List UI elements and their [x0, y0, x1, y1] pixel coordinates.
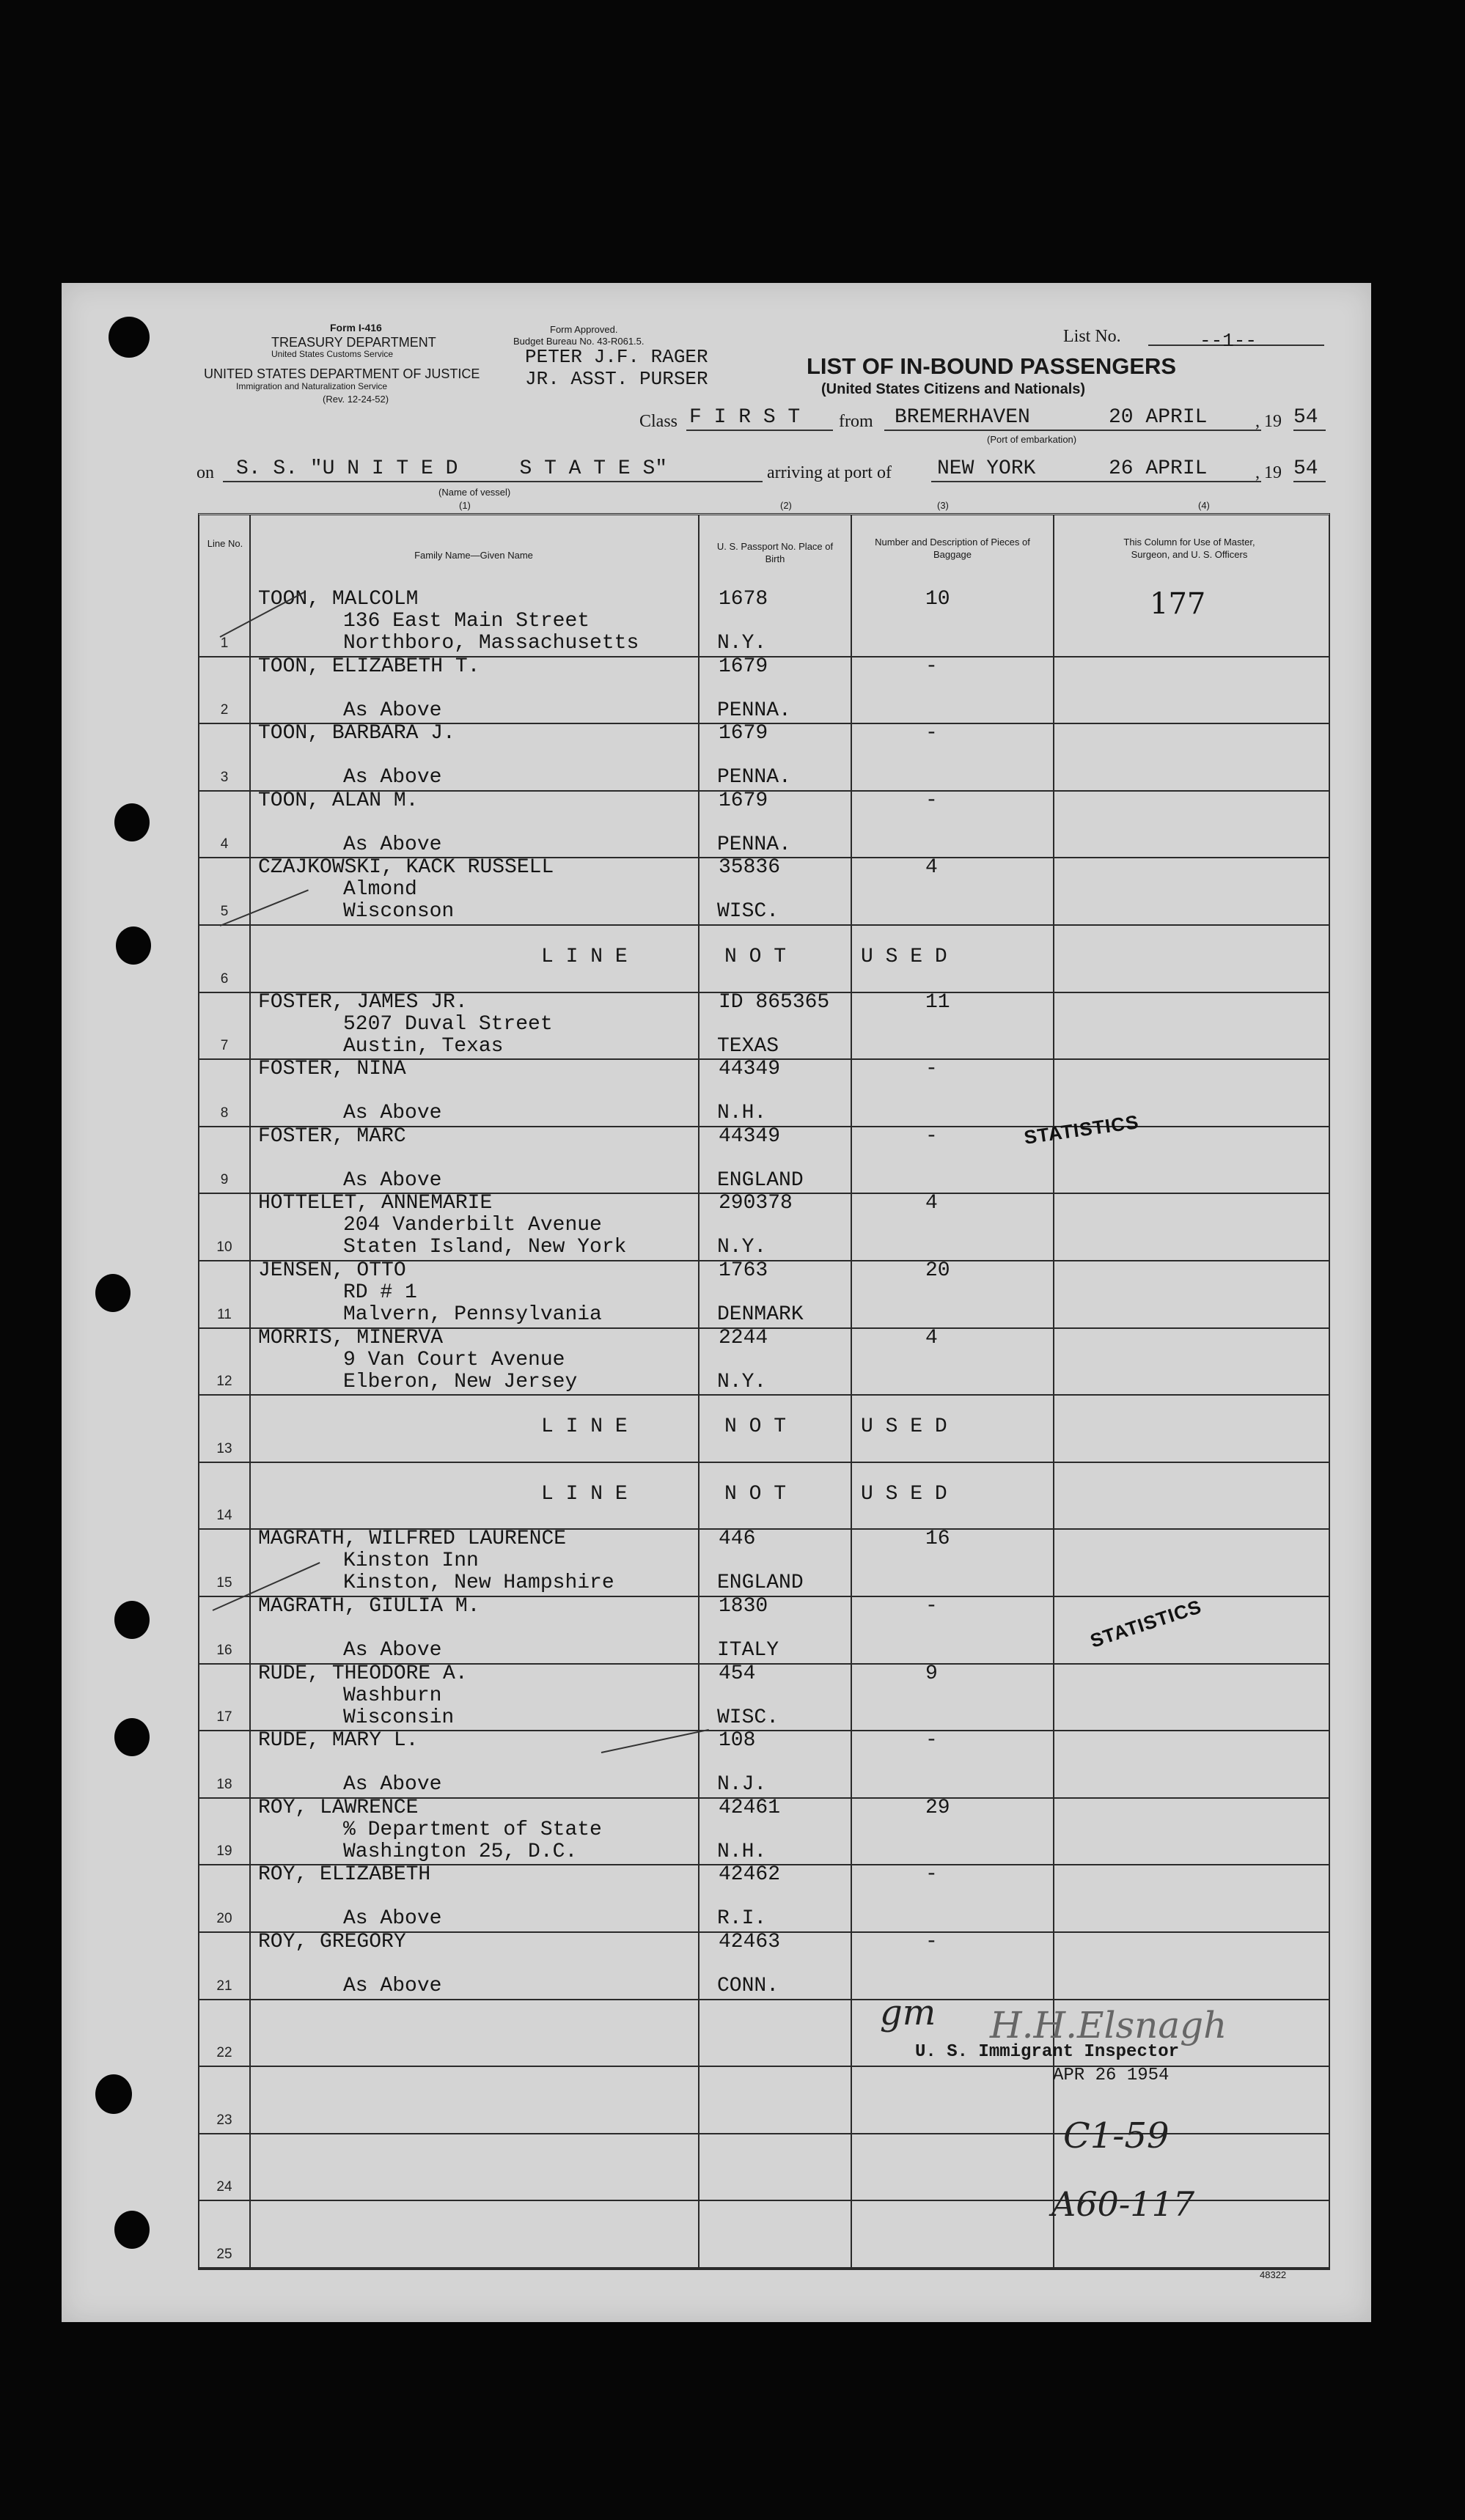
table-row	[199, 1126, 1329, 1193]
passenger-name: CZAJKOWSKI, KACK RUSSELL	[258, 856, 554, 880]
line-number: 3	[220, 769, 229, 785]
passport-number: ID 865365	[719, 990, 830, 1014]
place-of-birth: TEXAS	[717, 1034, 779, 1058]
passenger-address: As Above	[343, 1907, 442, 1931]
baggage-count: 9	[925, 1662, 938, 1685]
line-number: 16	[216, 1642, 232, 1658]
passenger-name: HOTTELET, ANNEMARIE	[258, 1192, 493, 1215]
passenger-address: Northboro, Massachusetts	[343, 632, 639, 655]
passenger-name: JENSEN, OTTO	[258, 1259, 406, 1282]
place-of-birth: DENMARK	[717, 1303, 804, 1326]
unused-line-label: L I N E	[541, 1482, 628, 1506]
baggage-count: -	[925, 1863, 938, 1887]
line-number: 21	[216, 1978, 232, 1994]
row-divider	[199, 2267, 1329, 2269]
year-prefix: , 19	[1255, 412, 1282, 431]
line-number: 14	[216, 1508, 232, 1524]
place-of-birth: WISC.	[717, 1706, 779, 1729]
baggage-count: 16	[925, 1528, 950, 1551]
passenger-address: As Above	[343, 833, 442, 856]
passenger-address: Wisconson	[343, 900, 455, 924]
inspector-date-stamp: APR 26 1954	[1053, 2066, 1170, 2085]
place-of-birth: PENNA.	[717, 833, 791, 856]
passport-number: 454	[719, 1662, 756, 1685]
baggage-count: -	[925, 1124, 938, 1148]
table-row	[199, 723, 1329, 790]
passport-number: 290378	[719, 1192, 793, 1215]
from-label: from	[839, 412, 873, 431]
passenger-address: Elberon, New Jersey	[343, 1370, 578, 1393]
line-number: 1	[220, 635, 229, 651]
port-embark-caption: (Port of embarkation)	[987, 434, 1077, 445]
arrival-underline	[931, 481, 1261, 482]
line-number: 9	[220, 1172, 229, 1188]
passport-number: 1763	[719, 1259, 768, 1282]
place-of-birth: N.H.	[717, 1102, 767, 1125]
line-number: 22	[216, 2045, 232, 2061]
handwritten-signature: H.H.Elsnagh	[990, 2004, 1227, 2046]
passenger-address: Washington 25, D.C.	[343, 1840, 578, 1863]
passenger-address: Almond	[343, 878, 417, 902]
table-row	[199, 589, 1329, 656]
place-of-birth: N.J.	[717, 1773, 767, 1797]
line-number: 4	[220, 836, 229, 852]
revision: (Rev. 12-24-52)	[323, 394, 389, 405]
passenger-address: Kinston Inn	[343, 1550, 479, 1573]
punch-hole	[114, 1601, 150, 1639]
passenger-address: Wisconsin	[343, 1706, 455, 1729]
statistics-stamp: STATISTICS	[1022, 1110, 1141, 1149]
table-row	[199, 1462, 1329, 1529]
baggage-count: -	[925, 1931, 938, 1953]
baggage-count: -	[925, 1729, 938, 1753]
passport-number: 108	[719, 1729, 756, 1753]
vessel-name: S. S. "U N I T E D S T A T E S"	[236, 457, 668, 480]
passport-number: 44349	[719, 1058, 781, 1081]
treasury-dept: TREASURY DEPARTMENT	[271, 335, 436, 350]
baggage-count: -	[925, 1595, 938, 1618]
table-row	[199, 1394, 1329, 1462]
passenger-address: As Above	[343, 1639, 442, 1662]
vessel-underline	[223, 481, 763, 482]
place-of-birth: N.Y.	[717, 1370, 767, 1393]
punch-hole	[95, 1274, 131, 1312]
table-row	[199, 656, 1329, 723]
place-of-birth: N.H.	[717, 1840, 767, 1863]
passport-number: 35836	[719, 856, 781, 880]
line-number: 15	[216, 1574, 232, 1591]
vessel-caption: (Name of vessel)	[438, 487, 511, 498]
purser-name: PETER J.F. RAGER	[525, 346, 708, 368]
line-number: 17	[216, 1709, 232, 1725]
line-number: 19	[216, 1843, 232, 1860]
year-prefix-2: , 19	[1255, 463, 1282, 482]
line-number: 23	[216, 2112, 232, 2128]
passenger-address: 136 East Main Street	[343, 610, 590, 633]
passenger-address: RD # 1	[343, 1281, 417, 1304]
passenger-name: MAGRATH, WILFRED LAURENCE	[258, 1528, 567, 1551]
baggage-count: 10	[925, 588, 950, 611]
passenger-address: 204 Vanderbilt Avenue	[343, 1214, 602, 1237]
line-number: 7	[220, 1038, 229, 1054]
customs-service: United States Customs Service	[271, 349, 394, 359]
place-of-birth: N.Y.	[717, 632, 767, 655]
line-number: 12	[216, 1374, 232, 1390]
unused-line-label: N O T	[724, 1415, 787, 1439]
baggage-count: 20	[925, 1259, 950, 1282]
ins-service: Immigration and Naturalization Service	[236, 381, 388, 391]
passenger-name: FOSTER, NINA	[258, 1058, 406, 1081]
header-baggage: Number and Description of Pieces of Baggage	[875, 537, 1030, 560]
passenger-address: Staten Island, New York	[343, 1236, 627, 1259]
unused-line-label: L I N E	[541, 946, 628, 968]
line-number: 10	[216, 1239, 232, 1255]
list-no-label: List No.	[1063, 327, 1121, 346]
table-row	[199, 1797, 1329, 1865]
column-number-2: (2)	[780, 500, 792, 511]
list-subtitle: (United States Citizens and Nationals)	[821, 381, 1086, 397]
passenger-name: TOON, MALCOLM	[258, 588, 419, 611]
passport-number: 42463	[719, 1931, 781, 1953]
punch-hole	[95, 2074, 132, 2114]
officer-note: 177	[1150, 587, 1206, 621]
handwritten-initials: gm	[880, 1992, 936, 2033]
passenger-name: RUDE, MARY L.	[258, 1729, 419, 1753]
on-label: on	[197, 463, 214, 482]
passenger-name: FOSTER, MARC	[258, 1124, 406, 1148]
place-of-birth: ITALY	[717, 1639, 779, 1662]
justice-dept: UNITED STATES DEPARTMENT OF JUSTICE	[204, 366, 480, 381]
unused-line-label: N O T	[724, 946, 787, 968]
place-of-birth: PENNA.	[717, 699, 791, 722]
unused-line-label: L I N E	[541, 1415, 628, 1439]
passenger-name: FOSTER, JAMES JR.	[258, 990, 468, 1014]
embark-port: BREMERHAVEN	[895, 406, 1030, 429]
line-number: 24	[216, 2179, 232, 2195]
table-row	[199, 1663, 1329, 1731]
passenger-name: TOON, BARBARA J.	[258, 722, 455, 745]
baggage-count: 4	[925, 1192, 938, 1215]
passport-number: 44349	[719, 1124, 781, 1148]
passenger-address: As Above	[343, 1168, 442, 1192]
unused-line-label: U S E D	[861, 1482, 947, 1506]
header-officers: This Column for Use of Master, Surgeon, and U. S. Officers	[1123, 537, 1255, 560]
unused-line-label: U S E D	[861, 1415, 947, 1439]
passenger-name: MORRIS, MINERVA	[258, 1326, 444, 1349]
table-row	[199, 1193, 1329, 1260]
form-number: Form I-416	[330, 322, 382, 334]
column-number-3: (3)	[937, 500, 949, 511]
passenger-name: MAGRATH, GIULIA M.	[258, 1595, 480, 1618]
unused-line-label: N O T	[724, 1482, 787, 1506]
line-number: 20	[216, 1910, 232, 1926]
table-row	[199, 1931, 1329, 1999]
baggage-count: 4	[925, 856, 938, 880]
passenger-address: As Above	[343, 1102, 442, 1125]
passenger-address: Washburn	[343, 1684, 442, 1707]
arriving-label: arriving at port of	[767, 463, 892, 482]
punch-hole	[114, 1718, 150, 1756]
column-number-4: (4)	[1198, 500, 1210, 511]
passport-number: 1679	[719, 722, 768, 745]
passenger-address: As Above	[343, 766, 442, 789]
table-row	[199, 857, 1329, 924]
column-number-1: (1)	[459, 500, 471, 511]
arrival-year-underline	[1293, 481, 1326, 482]
class-value: F I R S T	[689, 406, 801, 429]
table-row	[199, 924, 1329, 992]
arrival-year: 54	[1293, 457, 1318, 480]
baggage-count: 11	[925, 990, 950, 1014]
passenger-name: ROY, ELIZABETH	[258, 1863, 431, 1887]
class-label: Class	[639, 412, 678, 431]
table-row	[199, 1058, 1329, 1126]
table-row	[199, 1327, 1329, 1395]
punch-hole	[114, 2211, 150, 2249]
table-row	[199, 1260, 1329, 1327]
passport-number: 446	[719, 1528, 756, 1551]
line-number: 2	[220, 702, 229, 718]
table-row	[199, 1730, 1329, 1797]
budget-bureau: Budget Bureau No. 43-R061.5.	[513, 336, 645, 347]
handwritten-note: A60-117	[1051, 2184, 1195, 2224]
line-number: 18	[216, 1776, 232, 1792]
table-row	[199, 992, 1329, 1059]
passenger-name: ROY, LAWRENCE	[258, 1796, 419, 1819]
arrival-date: 26 APRIL	[1109, 457, 1208, 480]
year-underline	[1293, 430, 1326, 431]
punch-hole	[116, 926, 151, 965]
passport-number: 1678	[719, 588, 768, 611]
line-number: 25	[216, 2246, 232, 2262]
passenger-address: As Above	[343, 699, 442, 722]
passenger-address: As Above	[343, 1773, 442, 1797]
passenger-address: 5207 Duval Street	[343, 1012, 553, 1036]
passenger-address: Malvern, Pennsylvania	[343, 1303, 602, 1326]
statistics-stamp: STATISTICS	[1087, 1595, 1205, 1652]
passenger-name: ROY, GREGORY	[258, 1931, 406, 1953]
form-footer-number: 48322	[1260, 2269, 1287, 2280]
header-name: Family Name—Given Name	[414, 550, 533, 561]
baggage-count: 29	[925, 1796, 950, 1819]
from-underline	[884, 430, 1261, 431]
passenger-address: % Department of State	[343, 1818, 602, 1841]
place-of-birth: WISC.	[717, 900, 779, 924]
place-of-birth: ENGLAND	[717, 1168, 804, 1192]
passport-number: 42462	[719, 1863, 781, 1887]
table-row	[199, 790, 1329, 858]
punch-hole	[114, 803, 150, 841]
baggage-count: -	[925, 1058, 938, 1081]
passenger-name: TOON, ALAN M.	[258, 789, 419, 812]
baggage-count: 4	[925, 1326, 938, 1349]
list-title: LIST OF IN-BOUND PASSENGERS	[807, 353, 1177, 379]
place-of-birth: N.Y.	[717, 1236, 767, 1259]
inspector-stamp: U. S. Immigrant Inspector	[915, 2042, 1180, 2062]
unused-line-label: U S E D	[861, 946, 947, 968]
passenger-address: As Above	[343, 1975, 442, 1997]
list-no-value: --1--	[1200, 330, 1257, 352]
passport-number: 1830	[719, 1595, 768, 1618]
line-number: 13	[216, 1440, 232, 1456]
table-row	[199, 1864, 1329, 1931]
baggage-count: -	[925, 789, 938, 812]
place-of-birth: CONN.	[717, 1975, 779, 1997]
arrival-port: NEW YORK	[937, 457, 1036, 480]
purser-title: JR. ASST. PURSER	[525, 368, 708, 390]
line-number: 5	[220, 903, 229, 919]
passenger-address: Austin, Texas	[343, 1034, 504, 1058]
passenger-address: Kinston, New Hampshire	[343, 1572, 614, 1595]
passenger-name: TOON, ELIZABETH T.	[258, 655, 480, 678]
place-of-birth: ENGLAND	[717, 1572, 804, 1595]
line-number: 11	[217, 1306, 232, 1322]
header-passport: U. S. Passport No. Place of Birth	[716, 541, 834, 564]
place-of-birth: R.I.	[717, 1907, 767, 1931]
baggage-count: -	[925, 722, 938, 745]
embark-year: 54	[1293, 406, 1318, 429]
line-number: 8	[220, 1105, 229, 1121]
embark-date: 20 APRIL	[1109, 406, 1208, 429]
form-approved: Form Approved.	[550, 324, 618, 335]
passport-number: 2244	[719, 1326, 768, 1349]
place-of-birth: PENNA.	[717, 766, 791, 789]
class-underline	[686, 430, 833, 431]
passenger-address: 9 Van Court Avenue	[343, 1348, 565, 1371]
header-line-no: Line No.	[207, 538, 243, 549]
passport-number: 42461	[719, 1796, 781, 1819]
handwritten-note: C1-59	[1063, 2115, 1170, 2156]
baggage-count: -	[925, 655, 938, 678]
line-number: 6	[220, 970, 229, 987]
passenger-name: RUDE, THEODORE A.	[258, 1662, 468, 1685]
punch-hole	[109, 317, 150, 358]
passport-number: 1679	[719, 789, 768, 812]
table-row	[199, 1528, 1329, 1596]
passport-number: 1679	[719, 655, 768, 678]
